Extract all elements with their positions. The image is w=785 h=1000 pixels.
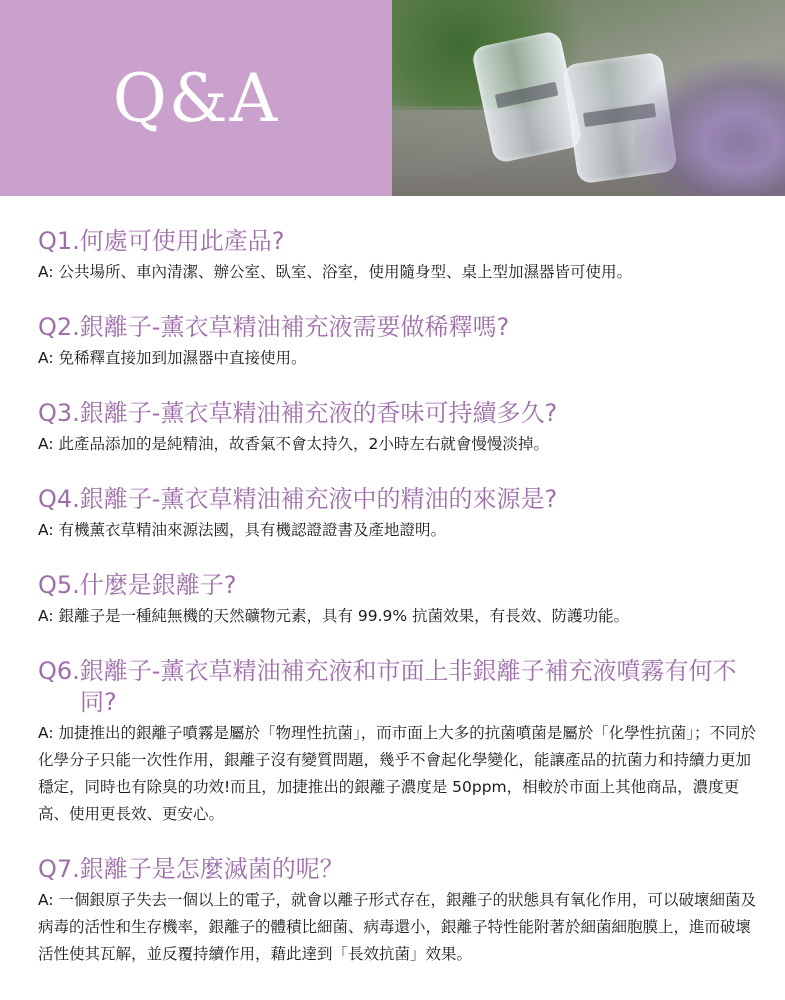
faq-question: Q2.銀離子-薰衣草精油補充液需要做稀釋嗎?	[38, 313, 510, 341]
faq-question: Q4.銀離子-薰衣草精油補充液中的精油的來源是?	[38, 485, 558, 513]
qa-banner	[0, 0, 785, 196]
faq-answer: A: 加捷推出的銀離子噴霧是屬於「物理性抗菌」，而市面上大多的抗菌噴菌是屬於「化學性抗菌」；不同於化學分子只能一次性作用，銀離子沒有變質問題，幾乎不會起化學變化，能讓產品的抗菌力和持續力更加穩定，同時也有除臭的功效!而且，加捷推出的銀離子濃度是 50ppm，相較於市面上其他商品，濃度更高、使用更長效、更安心。	[38, 724, 756, 823]
bottle-label-strip	[495, 82, 559, 109]
banner-title-panel	[0, 0, 392, 196]
faq-question: Q3.銀離子-薰衣草精油補充液的香味可持續多久?	[38, 399, 558, 427]
lavender-bundle-image	[635, 60, 785, 196]
faq-item	[38, 484, 758, 544]
product-photo	[392, 0, 785, 196]
faq-item	[38, 570, 758, 630]
faq-answer: A: 銀離子是一種純無機的天然礦物元素，具有 99.9% 抗菌效果，有長效、防護功能。	[38, 607, 630, 625]
faq-answer: A: 免稀釋直接加到加濕器中直接使用。	[38, 349, 307, 367]
faq-answer: A: 此產品添加的是純精油，故香氣不會太持久，2小時左右就會慢慢淡掉。	[38, 435, 549, 453]
faq-question: Q5.什麼是銀離子?	[38, 571, 237, 599]
faq-item	[38, 398, 758, 458]
banner-title: Q&A	[112, 59, 280, 137]
faq-question: Q1.何處可使用此產品?	[38, 227, 285, 255]
faq-list	[38, 226, 758, 994]
faq-item	[38, 854, 758, 968]
faq-item	[38, 656, 758, 828]
faq-item	[38, 312, 758, 372]
faq-question: Q6.銀離子-薰衣草精油補充液和市面上非銀離子補充液噴霧有何不同?	[38, 657, 737, 716]
faq-answer: A: 一個銀原子失去一個以上的電子，就會以離子形式存在，銀離子的狀態具有氧化作用，可以破壞細菌及病毒的活性和生存機率，銀離子的體積比細菌、病毒還小，銀離子特性能附著於細菌細胞膜上，進而破壞活性使其瓦解，並反覆持續作用，藉此達到「長效抗菌」效果。	[38, 891, 756, 963]
faq-question: Q7.銀離子是怎麼滅菌的呢？	[38, 855, 344, 883]
faq-answer: A: 公共場所、車內清潔、辦公室、臥室、浴室，使用隨身型、桌上型加濕器皆可使用。	[38, 263, 632, 281]
faq-answer: A: 有機薰衣草精油來源法國，具有機認證證書及產地證明。	[38, 521, 446, 539]
faq-item	[38, 226, 758, 286]
